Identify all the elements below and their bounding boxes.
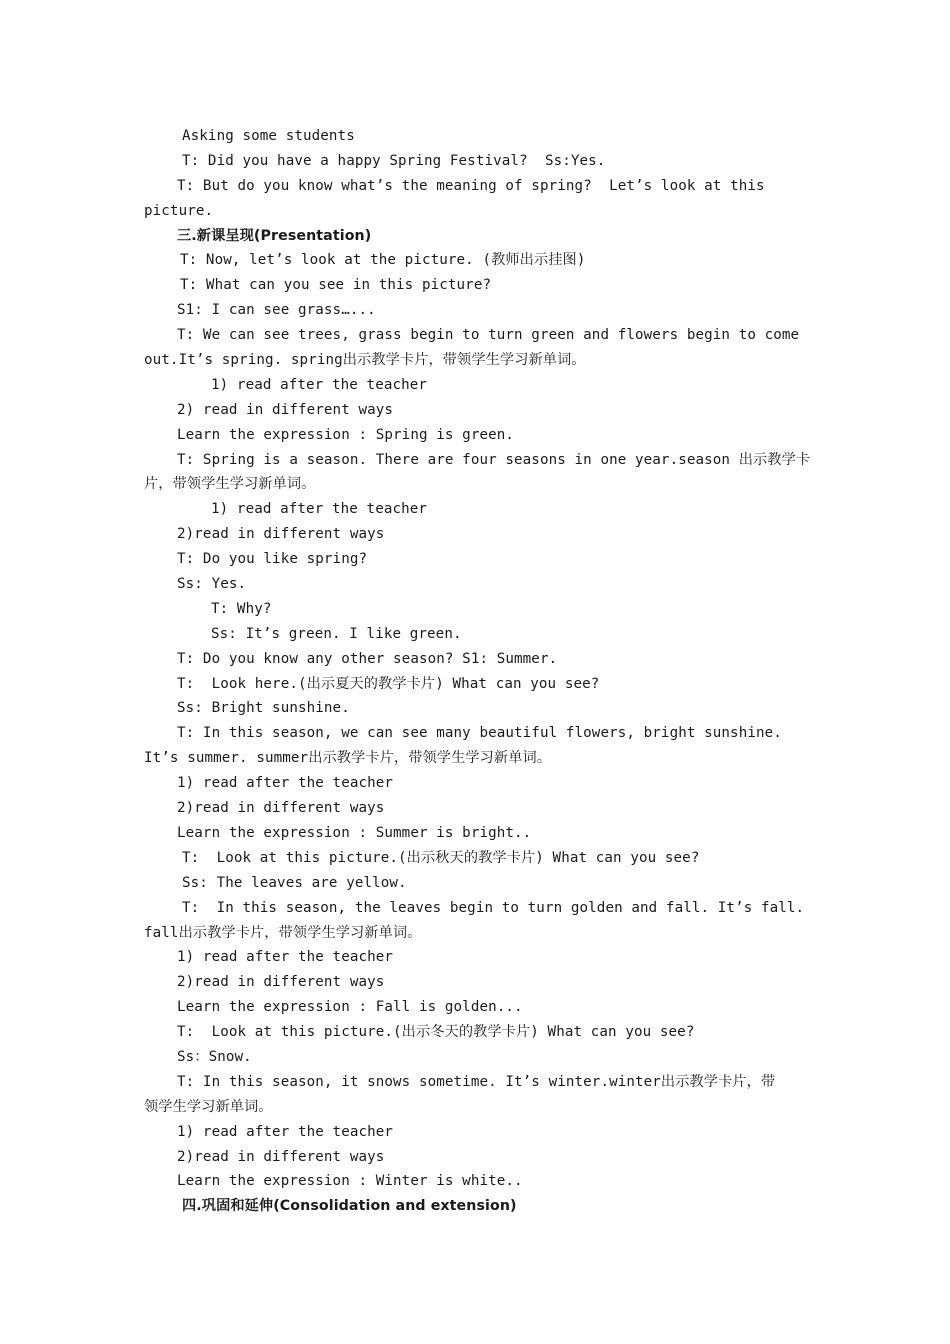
text-line: T: Why?: [211, 600, 272, 617]
text-line: Ss: The leaves are yellow.: [182, 874, 407, 891]
text-line: T: In this season, it snows sometime. It’s winter.winter出示教学卡片，带: [177, 1073, 776, 1090]
text-line: T: Do you like spring?: [177, 551, 368, 568]
text-line: 1) read after the teacher: [177, 775, 394, 792]
text-line: 2)read in different ways: [177, 526, 385, 543]
text-line: T: Did you have a happy Spring Festival? Ss:Yes.: [182, 152, 606, 169]
text-line: T: In this season, we can see many beautiful flowers, bright sunshine.: [177, 725, 782, 742]
text-line: S1: I can see grass…...: [177, 302, 376, 319]
document-page: [0, 124, 950, 1219]
text-line: Ss：Snow.: [177, 1048, 252, 1065]
text-line: T: Do you know any other season? S1: Summer.: [177, 650, 558, 667]
text-line: 1) read after the teacher: [177, 949, 394, 966]
section-heading: 四.巩固和延伸(Consolidation and extension): [182, 1198, 517, 1215]
text-line: T: What can you see in this picture?: [180, 277, 492, 294]
text-line: out.It’s spring. spring出示教学卡片，带领学生学习新单词。: [144, 352, 586, 369]
text-line: 1) read after the teacher: [211, 376, 428, 393]
text-line: T: Look at this picture.(出示秋天的教学卡片) What can you see?: [182, 849, 700, 866]
text-line: 2)read in different ways: [177, 1148, 385, 1165]
text-line: 2)read in different ways: [177, 974, 385, 991]
text-line: T: Spring is a season. There are four seasons in one year.season 出示教学卡: [177, 451, 811, 468]
text-line: Ss: Bright sunshine.: [177, 700, 350, 717]
text-line: Learn the expression : Winter is white..: [177, 1173, 523, 1190]
text-line: Learn the expression : Spring is green.: [177, 426, 515, 443]
text-line: 片，带领学生学习新单词。: [144, 476, 316, 493]
text-line: 1) read after the teacher: [177, 1123, 394, 1140]
text-line: T: Look at this picture.(出示冬天的教学卡片) What can you see?: [177, 1024, 695, 1041]
text-line: T: In this season, the leaves begin to turn golden and fall. It’s fall.: [182, 899, 805, 916]
text-line: Ss: It’s green. I like green.: [211, 625, 462, 642]
text-line: T: Look here.(出示夏天的教学卡片) What can you see?: [177, 675, 600, 692]
text-line: 领学生学习新单词。: [144, 1098, 273, 1115]
text-line: Learn the expression : Summer is bright..: [177, 824, 532, 841]
text-line: Asking some students: [182, 128, 355, 144]
text-line: 1) read after the teacher: [211, 501, 428, 518]
text-line: T: But do you know what’s the meaning of spring? Let’s look at this: [177, 177, 765, 194]
text-line: fall出示教学卡片，带领学生学习新单词。: [144, 924, 422, 941]
text-line: Ss: Yes.: [177, 576, 247, 593]
text-line: 2) read in different ways: [177, 401, 394, 418]
text-line: picture.: [144, 202, 214, 219]
text-line: T: We can see trees, grass begin to turn green and flowers begin to come: [177, 327, 800, 344]
text-line: T: Now, let’s look at the picture. (教师出示挂图): [180, 252, 586, 269]
text-line: Learn the expression : Fall is golden...: [177, 999, 523, 1016]
section-heading: 三.新课呈现(Presentation): [177, 227, 372, 244]
text-line: 2)read in different ways: [177, 800, 385, 817]
text-line: It’s summer. summer出示教学卡片，带领学生学习新单词。: [144, 750, 552, 767]
